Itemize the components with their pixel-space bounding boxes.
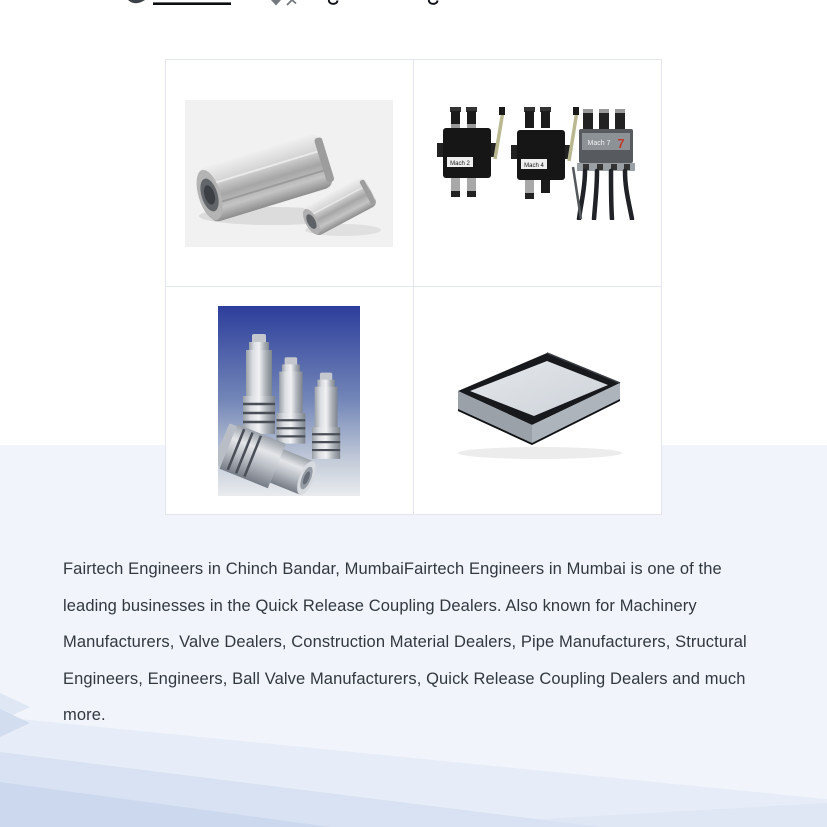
hex-couplings-image	[185, 100, 393, 247]
gallery-photo-coupling-set[interactable]	[166, 287, 414, 514]
business-description: Fairtech Engineers in Chinch Bandar, MumbaiFairtech Engineers in Mumbai is one of the leading businesses in the Quick Release Coupling Dealers. Also known for Machinery Manufacturers, Valve Dealers, Construction Material Dealers, Pipe Manufacturers, Structural Engineers, Engineers, Ball Valve Manufacturers, Quick Release Coupling Dealers and much more.	[63, 560, 747, 724]
svg-text:7: 7	[617, 135, 625, 151]
gallery-photo-panel-filter[interactable]	[414, 287, 662, 514]
coupling-set-image	[218, 306, 360, 496]
phone-icon[interactable]	[128, 0, 145, 3]
svg-text:Mach 2: Mach 2	[450, 160, 471, 167]
mach-couplers-image	[437, 105, 637, 220]
top-clipped-action-row	[0, 0, 827, 8]
underlined-link[interactable]	[153, 2, 231, 5]
gallery-photo-hex-couplings[interactable]	[166, 60, 414, 287]
gallery-photo-mach-couplers[interactable]	[414, 60, 662, 287]
cursor-click-icon[interactable]	[271, 0, 296, 6]
svg-text:Mach 4: Mach 4	[524, 162, 545, 169]
panel-filter-image	[444, 339, 630, 463]
svg-text:Mach 7: Mach 7	[587, 139, 611, 147]
photo-gallery-card	[165, 59, 662, 515]
partial-text-descenders	[329, 0, 438, 4]
